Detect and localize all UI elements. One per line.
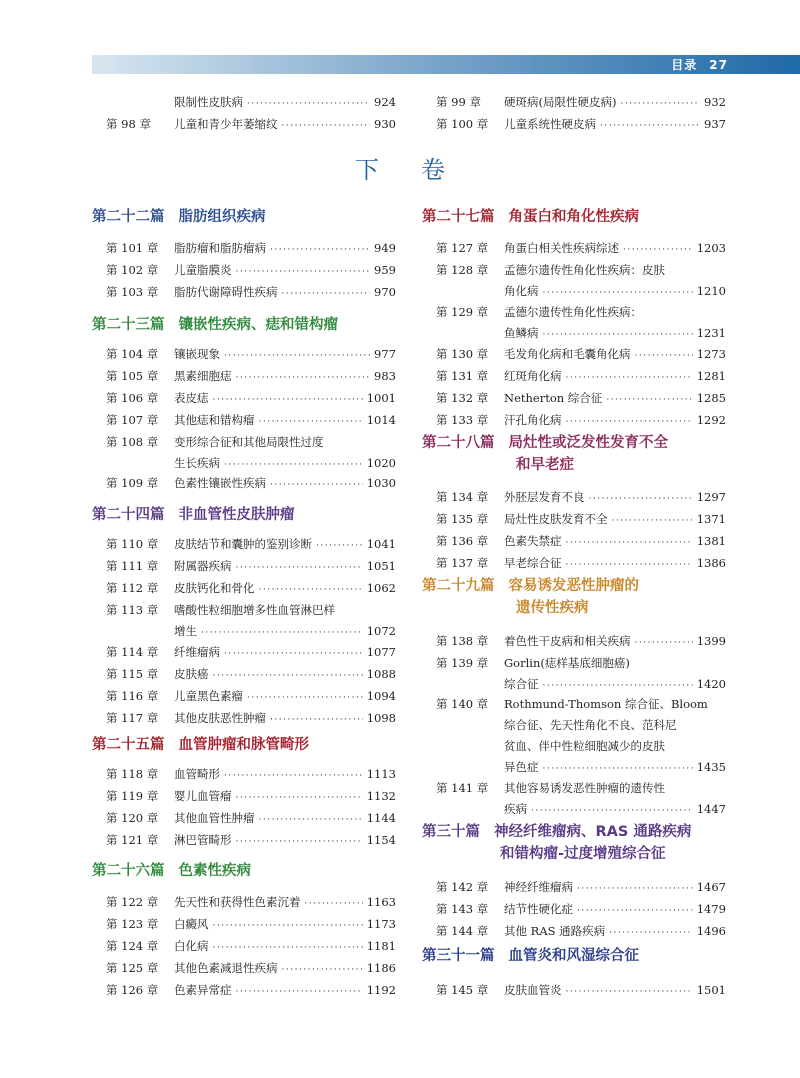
chapter-title-continuation: 异色症 [504, 760, 539, 774]
chapter-number: 第 145 章 [436, 983, 489, 997]
toc-entry-continuation[interactable] [420, 326, 726, 343]
chapter-title: 附属器疾病 [174, 559, 232, 573]
toc-entry[interactable] [420, 305, 726, 320]
dot-leader [566, 536, 693, 551]
chapter-page: 1496 [696, 924, 726, 938]
dot-leader [224, 769, 363, 784]
toc-entry[interactable] [420, 512, 726, 529]
toc-entry[interactable] [420, 556, 726, 573]
chapter-title: 汗孔角化病 [504, 413, 562, 427]
toc-entry[interactable] [420, 369, 726, 386]
part-name-line2: 和早老症 [516, 457, 574, 473]
chapter-title: 硬斑病(局限性硬皮病) [504, 95, 617, 109]
chapter-page: 1181 [366, 939, 396, 953]
toc-entry[interactable] [90, 811, 396, 828]
part-name: 色素性疾病 [178, 863, 251, 879]
chapter-title: 镶嵌现象 [174, 347, 220, 361]
part-heading-27[interactable] [422, 206, 639, 228]
running-header [671, 56, 728, 73]
part-name: 镶嵌性疾病、痣和错构瘤 [178, 317, 338, 333]
toc-entry-continuation[interactable] [420, 677, 726, 694]
chapter-number: 第 116 章 [106, 689, 159, 703]
toc-entry[interactable] [420, 697, 726, 712]
dot-leader [270, 713, 363, 728]
toc-entry[interactable] [90, 537, 396, 554]
chapter-title: 红斑角化病 [504, 369, 562, 383]
chapter-number: 第 136 章 [436, 534, 489, 548]
toc-entry[interactable] [90, 711, 396, 728]
chapter-page: 1371 [696, 512, 726, 526]
chapter-page: 930 [374, 117, 396, 131]
chapter-number: 第 115 章 [106, 667, 159, 681]
chapter-title: 结节性硬化症 [504, 902, 573, 916]
chapter-page: 1231 [696, 326, 726, 340]
toc-entry[interactable] [90, 689, 396, 706]
chapter-page: 937 [704, 117, 726, 131]
chapter-title: 其他血管性肿瘤 [174, 811, 255, 825]
chapter-number: 第 140 章 [436, 697, 489, 711]
chapter-title: 皮肤血管炎 [504, 983, 562, 997]
chapter-page: 1399 [696, 634, 726, 648]
chapter-page: 1420 [696, 677, 726, 691]
chapter-title: 脂肪瘤和脂肪瘤病 [174, 241, 266, 255]
chapter-title-continuation: 贫血、伴中性粒细胞减少的皮肤 [504, 739, 665, 753]
chapter-title: 白化病 [174, 939, 209, 953]
chapter-page: 1467 [696, 880, 726, 894]
part-name: 角蛋白和角化性疾病 [508, 209, 639, 225]
chapter-number: 第 124 章 [106, 939, 159, 953]
toc-entry[interactable] [90, 645, 396, 662]
chapter-page: 932 [704, 95, 726, 109]
part-label: 第二十七篇 [422, 209, 495, 225]
chapter-title-continuation: 生长疾病 [174, 456, 220, 470]
dot-leader [213, 919, 363, 934]
dot-leader [543, 679, 693, 694]
chapter-title: 其他 RAS 通路疾病 [504, 924, 606, 938]
dot-leader [609, 926, 693, 941]
toc-entry[interactable] [90, 833, 396, 850]
chapter-number: 第 123 章 [106, 917, 159, 931]
chapter-page: 949 [374, 241, 396, 255]
dot-leader [270, 243, 370, 258]
chapter-number: 第 101 章 [106, 241, 159, 255]
chapter-number: 第 128 章 [436, 263, 489, 277]
toc-entry-continuation[interactable] [90, 456, 396, 473]
dot-leader [305, 897, 363, 912]
toc-entry[interactable] [420, 347, 726, 364]
dot-leader [224, 647, 363, 662]
chapter-page: 1144 [366, 811, 396, 825]
toc-entry[interactable] [90, 347, 396, 364]
chapter-number: 第 104 章 [106, 347, 159, 361]
toc-entry[interactable] [420, 117, 726, 134]
chapter-title: 先天性和获得性色素沉着 [174, 895, 301, 909]
part-heading-28[interactable] [422, 432, 668, 476]
chapter-title: 儿童黑色素瘤 [174, 689, 243, 703]
dot-leader [543, 286, 693, 301]
chapter-page: 1447 [696, 802, 726, 816]
toc-entry[interactable] [90, 917, 396, 934]
chapter-number: 第 138 章 [436, 634, 489, 648]
dot-leader [247, 691, 363, 706]
chapter-page: 1285 [696, 391, 726, 405]
chapter-page: 1062 [366, 581, 396, 595]
toc-entry[interactable] [420, 656, 726, 671]
chapter-title-continuation: 增生 [174, 624, 197, 638]
dot-leader [201, 626, 363, 641]
dot-leader [606, 393, 692, 408]
part-heading-30[interactable] [422, 821, 691, 865]
toc-entry[interactable] [420, 902, 726, 919]
part-name: 容易诱发恶性肿瘤的 [508, 578, 639, 594]
chapter-title: 黑素细胞痣 [174, 369, 232, 383]
chapter-title: 儿童系统性硬皮病 [504, 117, 596, 131]
toc-entry[interactable] [420, 95, 726, 112]
chapter-page: 1077 [366, 645, 396, 659]
chapter-page: 1203 [696, 241, 726, 255]
chapter-number: 第 102 章 [106, 263, 159, 277]
toc-entry[interactable] [90, 603, 396, 618]
chapter-number: 第 125 章 [106, 961, 159, 975]
part-name: 血管炎和风湿综合征 [508, 948, 639, 964]
dot-leader [282, 119, 371, 134]
dot-leader [224, 458, 363, 473]
dot-leader [566, 415, 693, 430]
chapter-page: 1163 [366, 895, 396, 909]
part-label: 第三十篇 [422, 824, 480, 840]
chapter-title: 色素性镶嵌性疾病 [174, 476, 266, 490]
chapter-title-continuation: 综合征 [504, 677, 539, 691]
dot-leader [623, 243, 693, 258]
part-heading-31[interactable] [422, 945, 639, 967]
toc-entry[interactable] [90, 895, 396, 912]
chapter-page: 1088 [366, 667, 396, 681]
chapter-page: 1014 [366, 413, 396, 427]
chapter-number: 第 129 章 [436, 305, 489, 319]
chapter-number: 第 98 章 [106, 117, 151, 131]
chapter-title: 毛发角化病和毛囊角化病 [504, 347, 631, 361]
chapter-number: 第 142 章 [436, 880, 489, 894]
part-heading-22[interactable] [92, 206, 266, 228]
chapter-page: 1173 [366, 917, 396, 931]
toc-entry-continuation[interactable] [90, 624, 396, 641]
chapter-number: 第 109 章 [106, 476, 159, 490]
chapter-number: 第 134 章 [436, 490, 489, 504]
part-name: 非血管性皮肤肿瘤 [178, 507, 295, 523]
dot-leader [577, 882, 693, 897]
chapter-number: 第 110 章 [106, 537, 159, 551]
part-name: 脂肪组织疾病 [178, 209, 266, 225]
chapter-page: 959 [374, 263, 396, 277]
toc-entry[interactable] [420, 781, 726, 796]
header-label: 目录 [671, 58, 698, 72]
part-label: 第二十四篇 [92, 507, 165, 523]
volume-title: 下卷 [355, 156, 487, 184]
chapter-number: 第 120 章 [106, 811, 159, 825]
toc-entry[interactable] [90, 961, 396, 978]
chapter-number: 第 121 章 [106, 833, 159, 847]
chapter-page: 1186 [366, 961, 396, 975]
toc-entry[interactable] [420, 241, 726, 258]
toc-entry[interactable] [420, 391, 726, 408]
toc-entry-continuation[interactable] [420, 284, 726, 301]
chapter-title: 孟德尔遗传性角化性疾病： [504, 305, 642, 319]
dot-leader [612, 514, 693, 529]
chapter-title: 脂肪代谢障碍性疾病 [174, 285, 278, 299]
dot-leader [531, 804, 693, 819]
chapter-title: 外胚层发育不良 [504, 490, 585, 504]
chapter-number: 第 114 章 [106, 645, 159, 659]
dot-leader [566, 558, 693, 573]
toc-entry[interactable] [90, 939, 396, 956]
part-name: 血管肿瘤和脉管畸形 [178, 737, 309, 753]
part-heading-25[interactable] [92, 734, 309, 756]
chapter-number: 第 127 章 [436, 241, 489, 255]
chapter-page: 1501 [696, 983, 726, 997]
chapter-number: 第 130 章 [436, 347, 489, 361]
chapter-number: 第 131 章 [436, 369, 489, 383]
chapter-page: 1479 [696, 902, 726, 916]
toc-entry[interactable] [90, 117, 396, 134]
chapter-title: Rothmund-Thomson 综合征、Bloom [504, 697, 708, 711]
dot-leader [282, 287, 371, 302]
dot-leader [213, 669, 363, 684]
chapter-title: 色素异常症 [174, 983, 232, 997]
chapter-number: 第 112 章 [106, 581, 159, 595]
chapter-page: 1386 [696, 556, 726, 570]
toc-entry[interactable] [90, 95, 396, 112]
dot-leader [589, 492, 693, 507]
chapter-title: 纤维瘤病 [174, 645, 220, 659]
chapter-page: 1381 [696, 534, 726, 548]
dot-leader [236, 561, 363, 576]
dot-leader [282, 963, 363, 978]
part-name: 局灶性或泛发性发育不全 [508, 435, 668, 451]
toc-entry[interactable] [420, 880, 726, 897]
chapter-title: 其他痣和错构瘤 [174, 413, 255, 427]
chapter-title: 孟德尔遗传性角化性疾病：皮肤 [504, 263, 665, 277]
dot-leader [224, 349, 370, 364]
part-label: 第二十八篇 [422, 435, 495, 451]
chapter-title: 儿童脂膜炎 [174, 263, 232, 277]
dot-leader [247, 97, 370, 112]
chapter-title: 皮肤结节和囊肿的鉴别诊断 [174, 537, 312, 551]
chapter-page: 1001 [366, 391, 396, 405]
chapter-page: 1041 [366, 537, 396, 551]
part-heading-24[interactable] [92, 504, 295, 526]
part-label: 第三十一篇 [422, 948, 495, 964]
dot-leader [236, 835, 363, 850]
toc-entry[interactable] [90, 369, 396, 386]
chapter-title: Gorlin(痣样基底细胞癌) [504, 656, 630, 670]
chapter-page: 924 [374, 95, 396, 109]
chapter-page: 1094 [366, 689, 396, 703]
dot-leader [259, 813, 363, 828]
dot-leader [270, 478, 363, 493]
chapter-title: 早老综合征 [504, 556, 562, 570]
dot-leader [620, 97, 700, 112]
chapter-number: 第 133 章 [436, 413, 489, 427]
chapter-number: 第 108 章 [106, 435, 159, 449]
chapter-title: 其他色素减退性疾病 [174, 961, 278, 975]
chapter-title: 其他皮肤恶性肿瘤 [174, 711, 266, 725]
part-heading-26[interactable] [92, 860, 251, 882]
chapter-title: 儿童和青少年萎缩纹 [174, 117, 278, 131]
dot-leader [236, 265, 371, 280]
part-label: 第二十二篇 [92, 209, 165, 225]
chapter-page: 1210 [696, 284, 726, 298]
chapter-title: 角蛋白相关性疾病综述 [504, 241, 619, 255]
toc-entry[interactable] [90, 983, 396, 1000]
dot-leader [577, 904, 693, 919]
part-label: 第二十三篇 [92, 317, 165, 333]
toc-entry-continuation[interactable] [420, 718, 726, 733]
chapter-number: 第 139 章 [436, 656, 489, 670]
chapter-number: 第 135 章 [436, 512, 489, 526]
chapter-title: 变形综合征和其他局限性过度 [174, 435, 324, 449]
toc-entry-continuation[interactable] [420, 739, 726, 754]
chapter-page: 1072 [366, 624, 396, 638]
chapter-number: 第 144 章 [436, 924, 489, 938]
chapter-title: 其他容易诱发恶性肿瘤的遗传性 [504, 781, 665, 795]
toc-entry[interactable] [420, 983, 726, 1000]
dot-leader [316, 539, 363, 554]
dot-leader [236, 371, 371, 386]
chapter-title-continuation: 角化病 [504, 284, 539, 298]
chapter-title: 着色性干皮病和相关疾病 [504, 634, 631, 648]
part-heading-29[interactable] [422, 575, 639, 619]
toc-entry[interactable] [90, 391, 396, 408]
chapter-number: 第 137 章 [436, 556, 489, 570]
chapter-title: 表皮痣 [174, 391, 209, 405]
toc-entry-continuation[interactable] [420, 802, 726, 819]
chapter-page: 1020 [366, 456, 396, 470]
chapter-number: 第 111 章 [106, 559, 159, 573]
toc-entry[interactable] [420, 490, 726, 507]
chapter-number: 第 126 章 [106, 983, 159, 997]
dot-leader [543, 328, 693, 343]
chapter-title: 局灶性皮肤发育不全 [504, 512, 608, 526]
chapter-title-continuation: 鱼鳞病 [504, 326, 539, 340]
chapter-title: 色素失禁症 [504, 534, 562, 548]
chapter-page: 1113 [366, 767, 396, 781]
chapter-page: 1273 [696, 347, 726, 361]
chapter-title-continuation: 疾病 [504, 802, 527, 816]
part-name: 神经纤维瘤病、RAS 通路疾病 [494, 824, 692, 840]
chapter-page: 1030 [366, 476, 396, 490]
chapter-title: 皮肤癌 [174, 667, 209, 681]
dot-leader [635, 349, 693, 364]
toc-entry[interactable] [90, 559, 396, 576]
dot-leader [213, 941, 363, 956]
chapter-number: 第 132 章 [436, 391, 489, 405]
chapter-title: 血管畸形 [174, 767, 220, 781]
toc-entry[interactable] [90, 413, 396, 430]
chapter-title: 嗜酸性粒细胞增多性血管淋巴样 [174, 603, 335, 617]
part-label: 第二十六篇 [92, 863, 165, 879]
dot-leader [236, 791, 363, 806]
toc-entry[interactable] [90, 435, 396, 450]
header-page-number: 27 [709, 58, 728, 72]
chapter-page: 1192 [366, 983, 396, 997]
chapter-page: 1297 [696, 490, 726, 504]
part-name-line2: 和错构瘤-过度增殖综合征 [500, 846, 666, 862]
toc-entry[interactable] [90, 476, 396, 493]
toc-entry[interactable] [90, 767, 396, 784]
toc-entry[interactable] [90, 667, 396, 684]
toc-entry[interactable] [90, 581, 396, 598]
chapter-number: 第 143 章 [436, 902, 489, 916]
chapter-title-continuation: 综合征、先天性角化不良、范科尼 [504, 718, 677, 732]
toc-entry[interactable] [420, 634, 726, 651]
toc-entry[interactable] [90, 789, 396, 806]
chapter-title: 婴儿血管瘤 [174, 789, 232, 803]
chapter-number: 第 119 章 [106, 789, 159, 803]
chapter-page: 1132 [366, 789, 396, 803]
dot-leader [259, 415, 363, 430]
dot-leader [635, 636, 693, 651]
toc-entry[interactable] [420, 924, 726, 941]
part-label: 第二十九篇 [422, 578, 495, 594]
dot-leader [543, 762, 693, 777]
part-name-line2: 遗传性疾病 [516, 600, 589, 616]
toc-entry[interactable] [420, 534, 726, 551]
chapter-page: 1435 [696, 760, 726, 774]
chapter-number: 第 106 章 [106, 391, 159, 405]
chapter-page: 977 [374, 347, 396, 361]
dot-leader [213, 393, 363, 408]
chapter-title: 限制性皮肤病 [174, 95, 243, 109]
chapter-number: 第 141 章 [436, 781, 489, 795]
chapter-title: 皮肤钙化和骨化 [174, 581, 255, 595]
chapter-number: 第 113 章 [106, 603, 159, 617]
part-heading-23[interactable] [92, 314, 338, 336]
chapter-page: 970 [374, 285, 396, 299]
chapter-page: 1281 [696, 369, 726, 383]
chapter-number: 第 99 章 [436, 95, 481, 109]
chapter-number: 第 107 章 [106, 413, 159, 427]
chapter-number: 第 105 章 [106, 369, 159, 383]
dot-leader [236, 985, 363, 1000]
toc-entry[interactable] [90, 285, 396, 302]
chapter-number: 第 100 章 [436, 117, 489, 131]
toc-entry-continuation[interactable] [420, 760, 726, 777]
chapter-page: 983 [374, 369, 396, 383]
toc-entry[interactable] [90, 263, 396, 280]
chapter-page: 1154 [366, 833, 396, 847]
chapter-title: 白癜风 [174, 917, 209, 931]
chapter-page: 1051 [366, 559, 396, 573]
dot-leader [600, 119, 700, 134]
chapter-number: 第 118 章 [106, 767, 159, 781]
chapter-title: 淋巴管畸形 [174, 833, 232, 847]
chapter-title: 神经纤维瘤病 [504, 880, 573, 894]
chapter-page: 1098 [366, 711, 396, 725]
chapter-number: 第 122 章 [106, 895, 159, 909]
chapter-number: 第 103 章 [106, 285, 159, 299]
dot-leader [259, 583, 363, 598]
dot-leader [566, 985, 693, 1000]
chapter-page: 1292 [696, 413, 726, 427]
chapter-number: 第 117 章 [106, 711, 159, 725]
toc-entry[interactable] [90, 241, 396, 258]
dot-leader [566, 371, 693, 386]
toc-entry[interactable] [420, 263, 726, 278]
chapter-title: Netherton 综合征 [504, 391, 603, 405]
toc-entry[interactable] [420, 413, 726, 430]
part-label: 第二十五篇 [92, 737, 165, 753]
